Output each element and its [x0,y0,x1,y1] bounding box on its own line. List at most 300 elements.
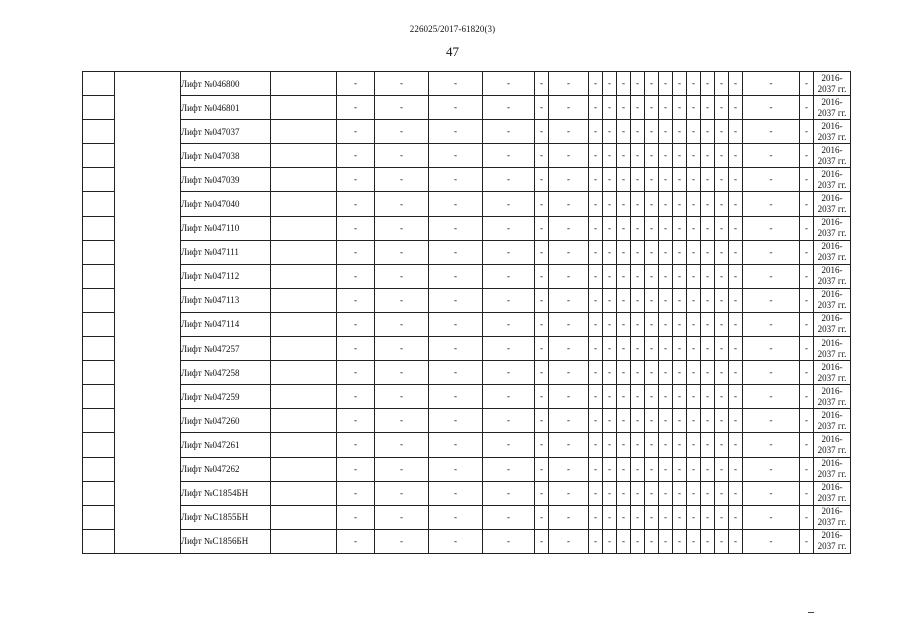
table-row [83,120,851,144]
dash-cell: - [589,337,603,361]
dash-cell: - [483,192,535,216]
dash-cell: - [603,529,617,553]
period-start: 2016- [821,193,843,204]
dash-cell: - [673,144,687,168]
dash-cell: - [631,312,645,336]
elevator-name: Лифт №047257 [181,337,271,361]
dash-cell: - [659,72,673,96]
dash-cell: - [659,385,673,409]
dash-cell: - [659,192,673,216]
dash-cell: - [729,240,743,264]
dash-cell: - [631,529,645,553]
dash-cell: - [603,481,617,505]
dash-cell: - [549,385,589,409]
table-row [83,192,851,216]
dash-cell: - [429,385,483,409]
dash-cell: - [687,385,701,409]
dash-cell: - [715,337,729,361]
dash-cell: - [743,312,800,336]
dash-cell: - [659,337,673,361]
dash-cell: - [549,96,589,120]
elevator-name: Лифт №047111 [181,240,271,264]
row-number-cell [83,192,115,216]
elevator-name: Лифт №С1856БН [181,529,271,553]
table-row [83,72,851,96]
dash-cell: - [673,529,687,553]
dash-cell: - [549,144,589,168]
dash-cell: - [673,216,687,240]
period-cell [814,288,851,312]
dash-cell: - [483,409,535,433]
dash-cell: - [687,505,701,529]
dash-cell: - [729,168,743,192]
dash-cell: - [337,312,375,336]
dash-cell: - [549,433,589,457]
elevator-name: Лифт №047040 [181,192,271,216]
period-end: 2037 гг. [817,444,847,455]
dash-cell: - [603,168,617,192]
dash-cell: - [687,240,701,264]
dash-cell: - [743,433,800,457]
row-number-cell [83,409,115,433]
dash-cell: - [715,216,729,240]
dash-cell: - [631,457,645,481]
dash-cell: - [687,96,701,120]
dash-cell: - [687,264,701,288]
dash-cell: - [483,385,535,409]
dash-cell: - [673,96,687,120]
dash-cell: - [659,433,673,457]
dash-cell: - [659,312,673,336]
dash-cell: - [673,409,687,433]
elevator-name: Лифт №047113 [181,288,271,312]
dash-cell: - [483,96,535,120]
dash-cell: - [429,457,483,481]
dash-cell: - [617,288,631,312]
dash-cell: - [800,216,814,240]
empty-cell [271,216,337,240]
dash-cell: - [535,96,549,120]
dash-cell: - [743,288,800,312]
table-row [83,505,851,529]
table-row [83,312,851,336]
dash-cell: - [589,240,603,264]
dash-cell: - [687,481,701,505]
dash-cell: - [631,120,645,144]
dash-cell: - [715,144,729,168]
dash-cell: - [631,144,645,168]
period-cell [814,361,851,385]
period-cell [814,529,851,553]
dash-cell: - [701,385,715,409]
dash-cell: - [687,457,701,481]
dash-cell: - [483,337,535,361]
dash-cell: - [589,457,603,481]
dash-cell: - [483,144,535,168]
dash-cell: - [589,72,603,96]
dash-cell: - [645,264,659,288]
period-start: 2016- [821,506,843,517]
dash-cell: - [549,216,589,240]
dash-cell: - [483,481,535,505]
dash-cell: - [673,385,687,409]
dash-cell: - [743,216,800,240]
dash-cell: - [549,529,589,553]
dash-cell: - [429,312,483,336]
dash-cell: - [589,192,603,216]
dash-cell: - [645,240,659,264]
dash-cell: - [729,264,743,288]
dash-cell: - [337,505,375,529]
empty-cell [271,337,337,361]
dash-cell: - [549,264,589,288]
dash-cell: - [743,457,800,481]
elevator-name: Лифт №047038 [181,144,271,168]
period-cell [814,264,851,288]
dash-cell: - [429,192,483,216]
dash-cell: - [535,240,549,264]
dash-cell: - [535,288,549,312]
dash-cell: - [701,529,715,553]
dash-cell: - [535,264,549,288]
dash-cell: - [715,481,729,505]
dash-cell: - [743,144,800,168]
dash-cell: - [603,433,617,457]
dash-cell: - [673,288,687,312]
dash-cell: - [645,409,659,433]
dash-cell: - [715,264,729,288]
dash-cell: - [729,337,743,361]
dash-cell: - [535,337,549,361]
empty-cell [271,385,337,409]
dash-cell: - [549,192,589,216]
period-cell [814,457,851,481]
row-number-cell [83,72,115,96]
empty-cell [271,288,337,312]
dash-cell: - [800,96,814,120]
dash-cell: - [687,216,701,240]
dash-cell: - [701,361,715,385]
dash-cell: - [617,192,631,216]
empty-cell [271,264,337,288]
table-row [83,529,851,553]
dash-cell: - [429,288,483,312]
period-start: 2016- [821,482,843,493]
dash-cell: - [375,144,429,168]
dash-cell: - [645,433,659,457]
dash-cell: - [743,361,800,385]
dash-cell: - [701,144,715,168]
dash-cell: - [743,409,800,433]
dash-cell: - [645,96,659,120]
period-end: 2037 гг. [817,493,847,504]
table-row [83,457,851,481]
empty-cell [271,168,337,192]
dash-cell: - [743,505,800,529]
dash-cell: - [715,505,729,529]
dash-cell: - [535,529,549,553]
dash-cell: - [603,361,617,385]
dash-cell: - [337,144,375,168]
dash-cell: - [631,385,645,409]
dash-cell: - [617,409,631,433]
dash-cell: - [729,505,743,529]
dash-cell: - [337,457,375,481]
dash-cell: - [535,168,549,192]
dash-cell: - [701,433,715,457]
dash-cell: - [375,337,429,361]
dash-cell: - [603,337,617,361]
dash-cell: - [603,240,617,264]
dash-cell: - [617,72,631,96]
dash-cell: - [617,96,631,120]
dash-cell: - [673,72,687,96]
dash-cell: - [603,288,617,312]
dash-cell: - [337,529,375,553]
dash-cell: - [429,72,483,96]
dash-cell: - [429,216,483,240]
dash-cell: - [603,505,617,529]
empty-cell [271,312,337,336]
period-start: 2016- [821,72,843,83]
empty-cell [271,481,337,505]
dash-cell: - [743,337,800,361]
dash-cell: - [375,312,429,336]
period-start: 2016- [821,168,843,179]
dash-cell: - [549,240,589,264]
dash-cell: - [603,409,617,433]
dash-cell: - [673,433,687,457]
dash-cell: - [631,337,645,361]
dash-cell: - [617,481,631,505]
period-end: 2037 гг. [817,155,847,166]
dash-cell: - [645,72,659,96]
empty-cell [271,361,337,385]
period-cell [814,409,851,433]
dash-cell: - [659,216,673,240]
dash-cell: - [375,409,429,433]
dash-cell: - [800,529,814,553]
table-row [83,216,851,240]
dash-cell: - [375,96,429,120]
dash-cell: - [701,505,715,529]
dash-cell: - [659,505,673,529]
dash-cell: - [701,409,715,433]
dash-cell: - [337,361,375,385]
dash-cell: - [645,361,659,385]
elevator-name: Лифт №047114 [181,312,271,336]
dash-cell: - [687,337,701,361]
dash-cell: - [743,168,800,192]
dash-cell: - [800,192,814,216]
dash-cell: - [645,216,659,240]
dash-cell: - [603,120,617,144]
dash-cell: - [673,481,687,505]
dash-cell: - [645,385,659,409]
dash-cell: - [715,312,729,336]
dash-cell: - [483,72,535,96]
dash-cell: - [729,457,743,481]
dash-cell: - [800,433,814,457]
dash-cell: - [337,288,375,312]
dash-cell: - [729,433,743,457]
dash-cell: - [589,264,603,288]
dash-cell: - [687,361,701,385]
dash-cell: - [673,240,687,264]
dash-cell: - [483,120,535,144]
dash-cell: - [701,481,715,505]
equipment-table [82,71,851,554]
dash-cell: - [673,337,687,361]
dash-cell: - [549,337,589,361]
dash-cell: - [429,337,483,361]
dash-cell: - [617,312,631,336]
row-number-cell [83,385,115,409]
dash-cell: - [337,216,375,240]
dash-cell: - [729,192,743,216]
dash-cell: - [429,96,483,120]
period-cell [814,240,851,264]
row-number-cell [83,433,115,457]
dash-cell: - [535,385,549,409]
dash-cell: - [673,361,687,385]
row-number-cell [83,240,115,264]
dash-cell: - [429,505,483,529]
dash-cell: - [673,264,687,288]
dash-cell: - [687,529,701,553]
dash-cell: - [715,529,729,553]
row-number-cell [83,457,115,481]
dash-cell: - [617,168,631,192]
dash-cell: - [483,505,535,529]
period-cell [814,433,851,457]
dash-cell: - [729,120,743,144]
period-start: 2016- [821,409,843,420]
dash-cell: - [715,385,729,409]
dash-cell: - [659,240,673,264]
dash-cell: - [645,505,659,529]
dash-cell: - [715,192,729,216]
dash-cell: - [535,72,549,96]
dash-cell: - [729,409,743,433]
period-start: 2016- [821,313,843,324]
dash-cell: - [549,168,589,192]
dash-cell: - [589,529,603,553]
dash-cell: - [715,288,729,312]
dash-cell: - [631,288,645,312]
dash-cell: - [603,216,617,240]
dash-cell: - [549,505,589,529]
dash-cell: - [535,120,549,144]
dash-cell: - [603,96,617,120]
dash-cell: - [535,144,549,168]
dash-cell: - [659,361,673,385]
dash-cell: - [673,168,687,192]
period-end: 2037 гг. [817,228,847,239]
dash-cell: - [715,433,729,457]
dash-cell: - [549,409,589,433]
dash-cell: - [687,72,701,96]
empty-cell [271,240,337,264]
dash-cell: - [729,96,743,120]
elevator-name: Лифт №С1854БН [181,481,271,505]
dash-cell: - [800,457,814,481]
period-end: 2037 гг. [817,179,847,190]
period-cell [814,481,851,505]
dash-cell: - [729,361,743,385]
table-row [83,337,851,361]
dash-cell: - [337,120,375,144]
table-row [83,409,851,433]
dash-cell: - [729,312,743,336]
dash-cell: - [631,409,645,433]
dash-cell: - [603,264,617,288]
empty-cell [271,120,337,144]
dash-cell: - [589,216,603,240]
elevator-name: Лифт №С1855БН [181,505,271,529]
period-end: 2037 гг. [817,420,847,431]
dash-cell: - [631,72,645,96]
dash-cell: - [337,192,375,216]
dash-cell: - [337,409,375,433]
dash-cell: - [701,264,715,288]
dash-cell: - [429,529,483,553]
dash-cell: - [337,481,375,505]
dash-cell: - [337,337,375,361]
row-number-cell [83,288,115,312]
dash-cell: - [483,457,535,481]
dash-cell: - [535,409,549,433]
dash-cell: - [617,337,631,361]
dash-cell: - [535,361,549,385]
dash-cell: - [800,144,814,168]
table-row [83,168,851,192]
period-cell [814,505,851,529]
elevator-name: Лифт №047259 [181,385,271,409]
dash-cell: - [687,312,701,336]
dash-cell: - [535,216,549,240]
dash-cell: - [617,264,631,288]
dash-cell: - [549,120,589,144]
empty-cell [271,96,337,120]
dash-cell: - [659,120,673,144]
period-end: 2037 гг. [817,300,847,311]
row-number-cell [83,312,115,336]
table-row [83,361,851,385]
dash-cell: - [645,529,659,553]
dash-cell: - [631,505,645,529]
dash-cell: - [673,457,687,481]
period-cell [814,192,851,216]
dash-cell: - [800,72,814,96]
table-row [83,264,851,288]
empty-cell [271,433,337,457]
row-number-cell [83,529,115,553]
dash-cell: - [701,288,715,312]
period-start: 2016- [821,96,843,107]
dash-cell: - [375,288,429,312]
dash-cell: - [673,120,687,144]
dash-cell: - [715,361,729,385]
dash-cell: - [729,144,743,168]
dash-cell: - [701,120,715,144]
dash-cell: - [800,168,814,192]
elevator-name: Лифт №047262 [181,457,271,481]
dash-cell: - [659,96,673,120]
dash-cell: - [631,192,645,216]
period-cell [814,96,851,120]
dash-cell: - [617,240,631,264]
